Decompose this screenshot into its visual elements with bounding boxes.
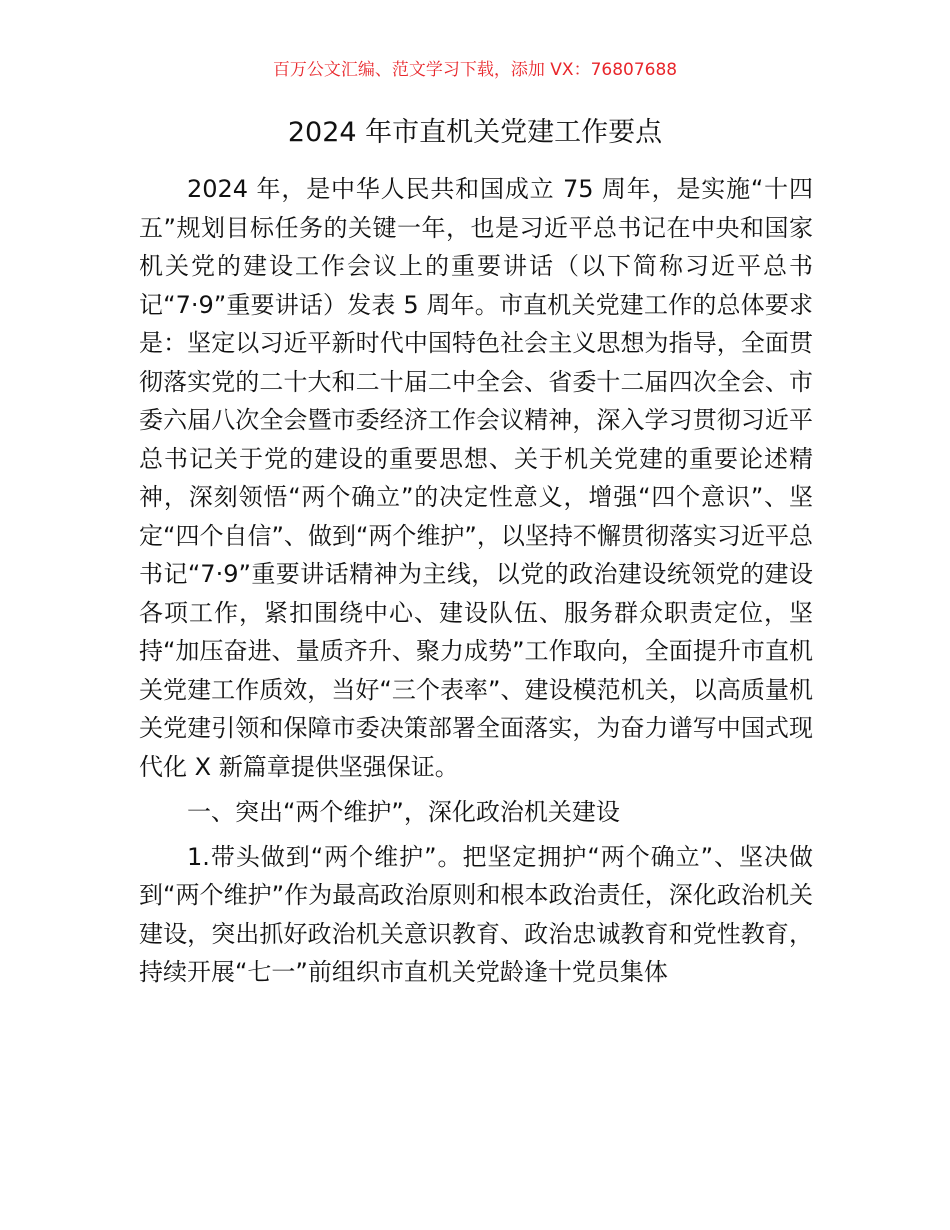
intro-paragraph: 2024 年，是中华人民共和国成立 75 周年，是实施“十四五”规划目标任务的关键一年，也是习近平总书记在中央和国家机关党的建设工作会议上的重要讲话（以下简称习近平总书记“7·9”重要讲话）发表 5 周年。市直机关党建工作的总体要求是：坚定以习近平新时代中国特色社会主义思想为指导，全面贯彻落实党的二十大和二十届二中全会、省委十二届四次全会、市委六届八次全会暨市委经济工作会议精神，深入学习贯彻习近平总书记关于党的建设的重要思想、关于机关党建的重要论述精神，深刻领悟“两个确立”的决定性意义，增强“四个意识”、坚定“四个自信”、做到“两个维护”，以坚持不懈贯彻落实习近平总书记“7·9”重要讲话精神为主线，以党的政治建设统领党的建设各项工作，紧扣围绕中心、建设队伍、服务群众职责定位，坚持“加压奋进、量质齐升、聚力成势”工作取向，全面提升市直机关党建工作质效，当好“三个表率”、建设模范机关，以高质量机关党建引领和保障市委决策部署全面落实，为奋力谱写中国式现代化 X 新篇章提供坚强保证。 <box>139 175 813 781</box>
document-title: 2024 年市直机关党建工作要点 <box>287 117 663 148</box>
section-item-paragraph: 1.带头做到“两个维护”。把坚定拥护“两个确立”、坚决做到“两个维护”作为最高政治原则和根本政治责任，深化政治机关建设，突出抓好政治机关意识教育、政治忠诚教育和党性教育，持续开展“七一”前组织市直机关党龄逢十党员集体 <box>139 842 813 986</box>
watermark-banner: 百万公文汇编、范文学习下载，添加 VX：76807688 <box>272 60 678 80</box>
document-body <box>139 170 813 992</box>
section-heading: 一、突出“两个维护”，深化政治机关建设 <box>187 798 620 826</box>
